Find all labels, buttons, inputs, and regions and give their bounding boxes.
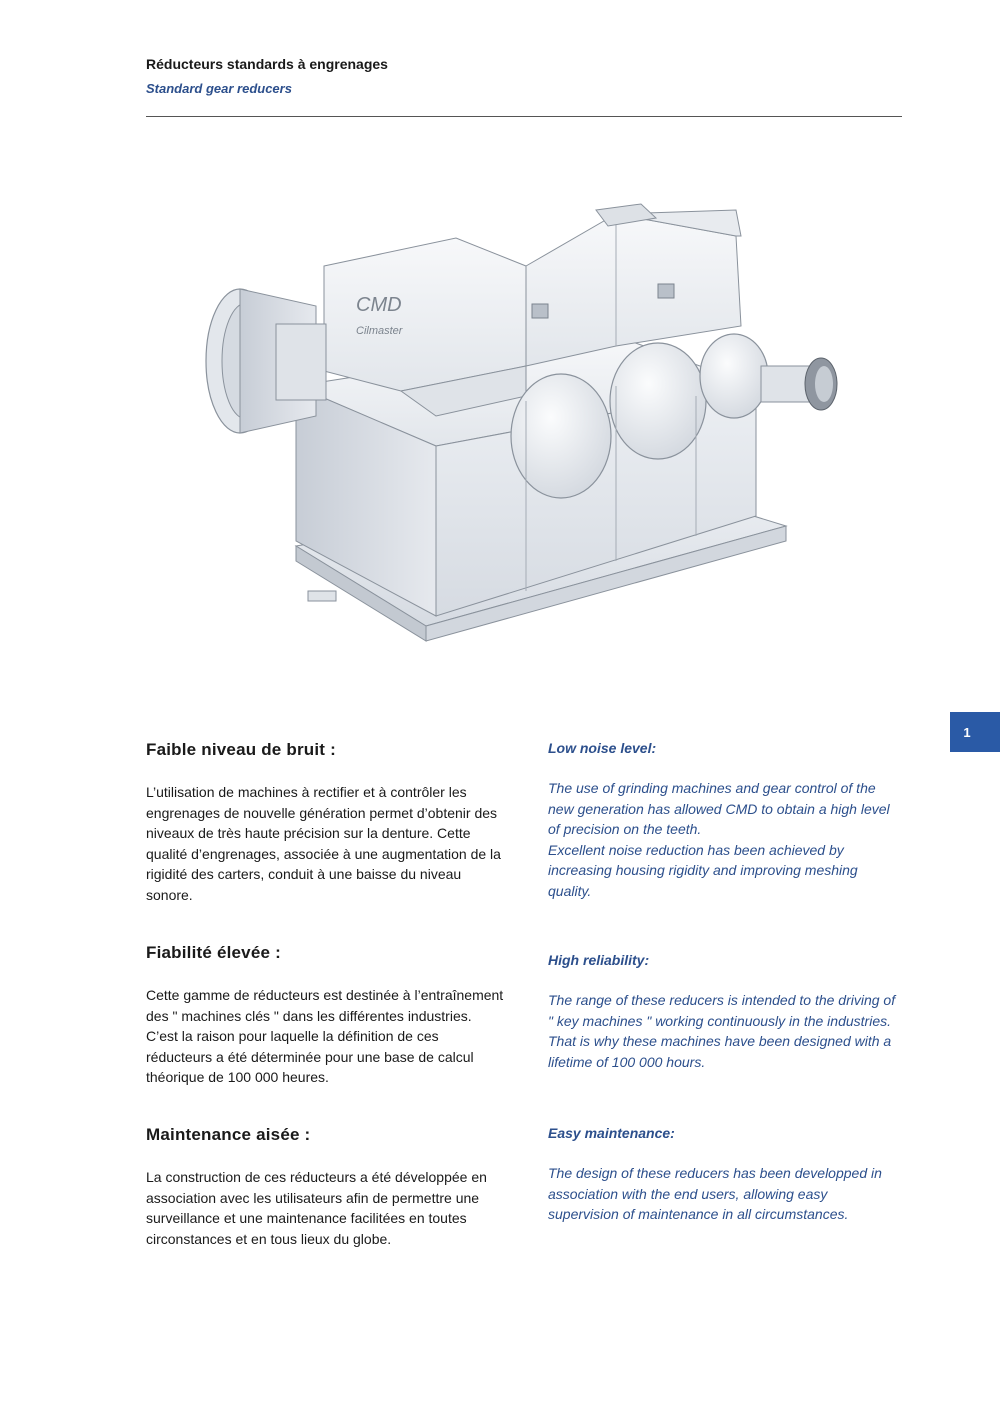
paragraph: Cette gamme de réducteurs est destinée à l’entraînement des " machines clés " dans les différentes industries. C’est la raison pour laquelle la définition de ces réducteurs a été déterminée pour une base de calcul théorique de 100 000 heures. [146,987,504,1085]
header-divider [146,116,902,117]
paragraph: The range of these reducers is intended to the driving of " key machines " working continuously in the industries. That is why these machines have been designed with a lifetime of 100 000 hours. [548,992,896,1070]
housing-model-text: Cilmaster [356,325,403,337]
gear-reducer-illustration [196,196,856,646]
drain-pipe-icon [308,591,336,601]
section-body-english [548,990,900,1072]
section-maintenance-french [146,1125,506,1249]
paragraph: The use of grinding machines and gear control of the new generation has allowed CMD to obtain a high level of precision on the teeth. [548,780,890,837]
gear-cover-icon [610,343,706,459]
section-body-english [548,1163,900,1225]
housing-logo-text: CMD [356,294,402,316]
section-reliability-english [548,952,900,1072]
section-noise-english [548,740,900,901]
section-body-french [146,782,506,905]
section-heading-french: Maintenance aisée : [146,1125,311,1144]
section-reliability-french [146,943,506,1088]
section-heading-english: High reliability: [548,952,650,968]
section-heading-french: Faible niveau de bruit : [146,740,336,759]
page-number-tab [950,712,1000,752]
gear-cover-icon [700,334,768,418]
section-heading-english: Easy maintenance: [548,1125,675,1141]
section-heading-french: Fiabilité élevée : [146,943,281,962]
section-heading-english: Low noise level: [548,740,657,756]
paragraph: L’utilisation de machines à rectifier et à contrôler les engrenages de nouvelle génération permet d’obtenir des niveaux de très haute précision sur la denture. Cette qualité d’engrenages, associée à une augmentation de la rigidité des carters, conduit à une baisse du niveau sonore. [146,784,501,903]
header-title-french: Réducteurs standards à engrenages [146,56,388,72]
header-title-english: Standard gear reducers [146,81,292,96]
section-body-french [146,985,506,1088]
nameplate-icon [658,284,674,298]
page-number: 1 [963,724,971,740]
nameplate-icon [532,304,548,318]
section-body-english [548,778,900,901]
section-maintenance-english [548,1125,900,1225]
section-noise-french [146,740,506,905]
gear-reducer-photo [196,196,856,646]
paragraph: The design of these reducers has been developped in association with the end users, allowing easy supervision of maintenance in all circumstances. [548,1165,882,1222]
section-body-french [146,1167,506,1249]
paragraph: Excellent noise reduction has been achieved by increasing housing rigidity and improving meshing quality. [548,841,858,899]
paragraph: La construction de ces réducteurs a été développée en association avec les utilisateurs afin de permettre une surveillance et une maintenance facilitées en toutes circonstances et en tous lieux du globe. [146,1169,487,1247]
page-header [146,56,902,96]
